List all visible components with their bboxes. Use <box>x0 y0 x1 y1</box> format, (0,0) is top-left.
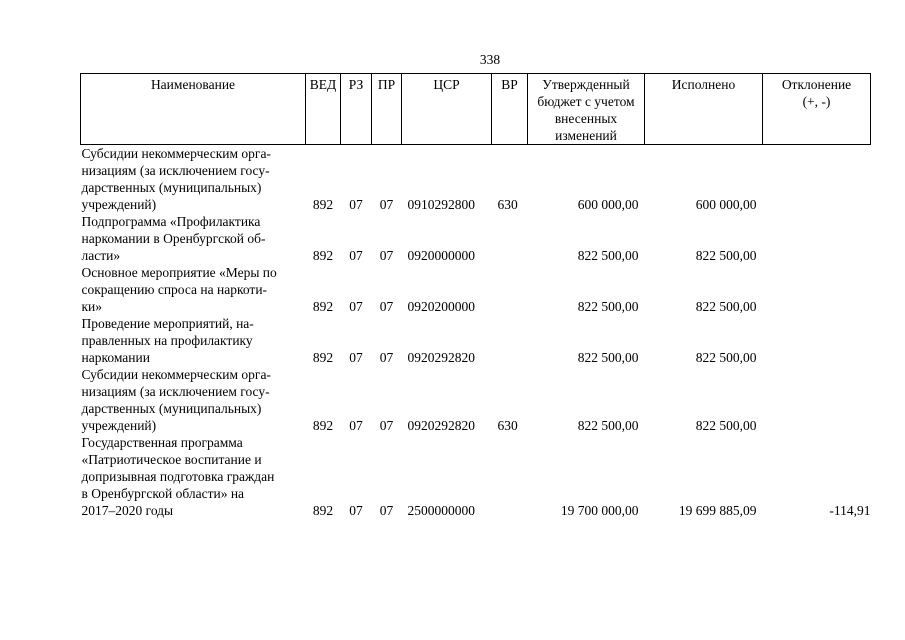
row-name-line: наркомании <box>81 350 150 365</box>
row-name-line: Проведение мероприятий, на- <box>81 316 254 331</box>
cell-pr: 07 <box>379 350 394 365</box>
cell-approved: 19 700 000,00 <box>560 503 639 518</box>
cell-vr <box>492 434 528 519</box>
cell-executed: 822 500,00 <box>695 248 757 263</box>
cell-deviation <box>763 315 871 366</box>
row-name <box>81 366 306 434</box>
cell-csr: 0920292820 <box>407 418 475 433</box>
table-row <box>81 434 871 519</box>
cell-csr: 0920292820 <box>407 350 475 365</box>
row-name-line: низациям (за исключением госу- <box>81 163 270 178</box>
header-approved-line: внесенных <box>554 111 618 126</box>
row-name-line: 2017–2020 годы <box>81 503 174 518</box>
cell-csr: 2500000000 <box>407 503 475 518</box>
table-row <box>81 264 871 315</box>
header-deviation-line: Отклонение <box>781 77 852 92</box>
cell-vr: 630 <box>497 418 518 433</box>
row-name <box>81 315 306 366</box>
header-rz: РЗ <box>341 74 372 145</box>
cell-vr <box>492 315 528 366</box>
table-row <box>81 145 871 214</box>
cell-deviation <box>763 366 871 434</box>
row-name-line: учреждений) <box>81 197 157 212</box>
row-name-line: дарственных (муниципальных) <box>81 180 262 195</box>
cell-pr: 07 <box>379 299 394 314</box>
row-name-line: Подпрограмма «Профилактика <box>81 214 261 229</box>
cell-rz: 07 <box>349 350 363 365</box>
row-name-line: низациям (за исключением госу- <box>81 384 270 399</box>
cell-approved: 600 000,00 <box>577 197 639 212</box>
row-name-line: допризывная подготовка граждан <box>81 469 275 484</box>
header-approved-line: изменений <box>555 128 617 143</box>
row-name <box>81 264 306 315</box>
header-deviation <box>763 74 871 145</box>
cell-rz: 07 <box>349 299 363 314</box>
cell-csr: 0920200000 <box>407 299 475 314</box>
table-row <box>81 315 871 366</box>
cell-rz: 07 <box>349 503 363 518</box>
row-name-line: ласти» <box>81 248 121 263</box>
row-name-line: Субсидии некоммерческим орга- <box>81 146 271 161</box>
cell-rz: 07 <box>349 418 363 433</box>
row-name-line: в Оренбургской области» на <box>81 486 245 501</box>
cell-pr: 07 <box>379 503 394 518</box>
cell-ved: 892 <box>312 350 334 365</box>
header-pr: ПР <box>372 74 402 145</box>
cell-deviation <box>763 213 871 264</box>
cell-deviation <box>763 264 871 315</box>
cell-executed: 822 500,00 <box>695 350 757 365</box>
cell-executed: 600 000,00 <box>695 197 757 212</box>
cell-ved: 892 <box>312 248 334 263</box>
row-name-line: Основное мероприятие «Меры по <box>81 265 277 280</box>
cell-approved: 822 500,00 <box>577 248 639 263</box>
cell-ved: 892 <box>312 197 334 212</box>
budget-table <box>80 73 871 519</box>
cell-pr: 07 <box>379 248 394 263</box>
row-name-line: «Патриотическое воспитание и <box>81 452 262 467</box>
header-vr: ВР <box>492 74 528 145</box>
cell-pr: 07 <box>379 418 394 433</box>
row-name-line: правленных на профилактику <box>81 333 253 348</box>
table-row <box>81 366 871 434</box>
row-name-line: ки» <box>81 299 103 314</box>
cell-executed: 822 500,00 <box>695 299 757 314</box>
cell-csr: 0920000000 <box>407 248 475 263</box>
header-name: Наименование <box>81 74 306 145</box>
row-name <box>81 213 306 264</box>
cell-csr: 0910292800 <box>407 197 475 212</box>
cell-vr <box>492 264 528 315</box>
cell-ved: 892 <box>312 418 334 433</box>
row-name-line: Субсидии некоммерческим орга- <box>81 367 271 382</box>
cell-executed: 822 500,00 <box>695 418 757 433</box>
row-name <box>81 434 306 519</box>
header-ved: ВЕД <box>306 74 341 145</box>
table-row <box>81 213 871 264</box>
cell-rz: 07 <box>349 197 363 212</box>
row-name-line: сокращению спроса на наркоти- <box>81 282 268 297</box>
table-body <box>81 145 871 520</box>
cell-deviation <box>763 145 871 214</box>
header-approved-line: бюджет с учетом <box>537 94 635 109</box>
header-approved <box>528 74 645 145</box>
page-number: 338 <box>479 52 501 67</box>
cell-approved: 822 500,00 <box>577 418 639 433</box>
cell-deviation: -114,91 <box>829 503 871 518</box>
cell-approved: 822 500,00 <box>577 350 639 365</box>
header-executed: Исполнено <box>645 74 763 145</box>
header-deviation-line: (+, -) <box>802 94 831 109</box>
cell-rz: 07 <box>349 248 363 263</box>
cell-ved: 892 <box>312 503 334 518</box>
row-name <box>81 145 306 214</box>
cell-pr: 07 <box>379 197 394 212</box>
cell-ved: 892 <box>312 299 334 314</box>
cell-approved: 822 500,00 <box>577 299 639 314</box>
header-approved-line: Утвержденный <box>542 77 630 92</box>
header-csr: ЦСР <box>402 74 492 145</box>
cell-vr: 630 <box>497 197 518 212</box>
row-name-line: наркомании в Оренбургской об- <box>81 231 266 246</box>
cell-executed: 19 699 885,09 <box>678 503 757 518</box>
table-header-row <box>81 74 871 145</box>
row-name-line: учреждений) <box>81 418 157 433</box>
cell-vr <box>492 213 528 264</box>
row-name-line: дарственных (муниципальных) <box>81 401 262 416</box>
row-name-line: Государственная программа <box>81 435 243 450</box>
